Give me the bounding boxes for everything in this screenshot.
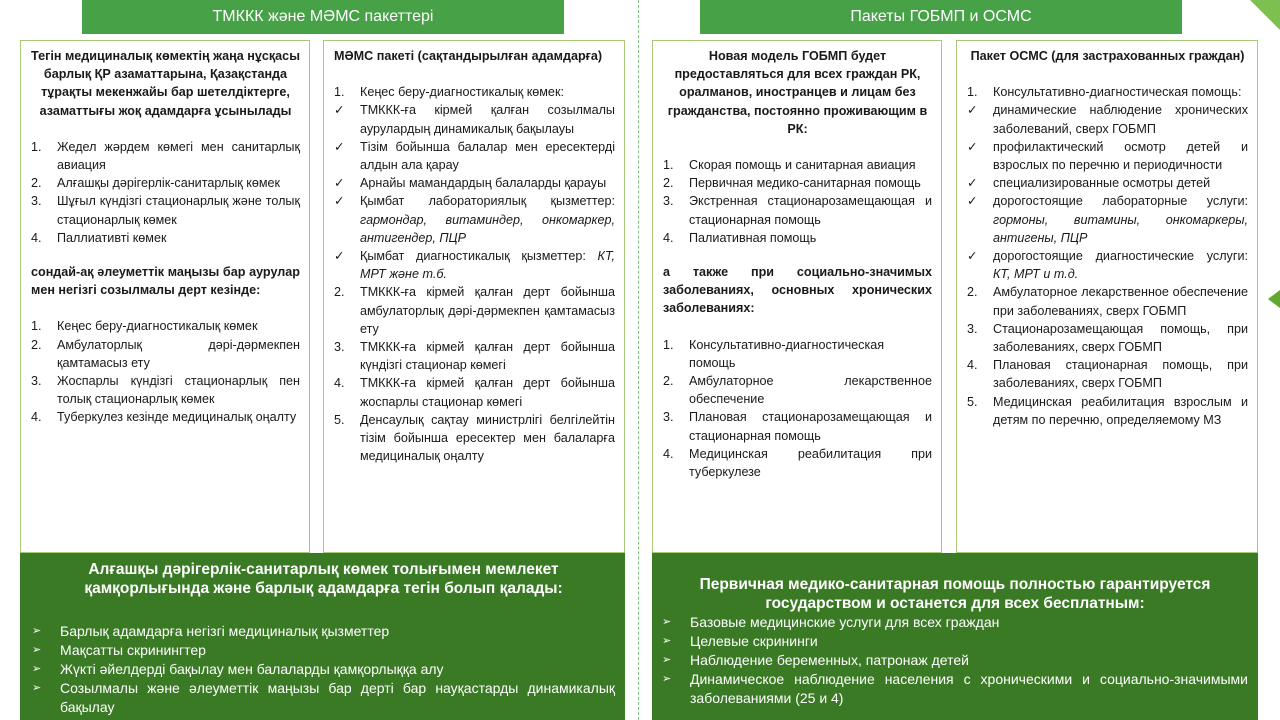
- arrow-bullet-icon: ➢: [32, 625, 42, 637]
- next-slide-arrow-icon[interactable]: [1268, 290, 1280, 308]
- list-item-text: дорогостоящие лабораторные услуги:: [993, 194, 1248, 209]
- list-item: [334, 374, 615, 410]
- list-item: [334, 174, 615, 192]
- list-item: [967, 283, 1248, 319]
- header-left: ТМККК және МӘМС пакеттері: [82, 0, 564, 34]
- header-right: Пакеты ГОБМП и ОСМС: [700, 0, 1182, 34]
- list-item: [31, 336, 300, 372]
- list-item-text: Экстренная стационарозамещающая и стационарная помощь: [689, 194, 932, 227]
- center-divider: [638, 0, 640, 720]
- list-item-text: динамические наблюдение хронических заболеваний, сверх ГОБМП: [993, 103, 1248, 136]
- list-item: [334, 247, 615, 283]
- list-item-text: Тізім бойынша балалар мен ересектерді алдын ала қарау: [360, 139, 615, 173]
- chronic-services-list: [663, 336, 932, 482]
- list-item-text: специализированные осмотры детей: [993, 176, 1211, 191]
- corner-triangle-icon: [1250, 0, 1280, 30]
- column-gobmp-package: [652, 40, 942, 553]
- checkmark-icon: ✓: [334, 103, 345, 118]
- list-item-text: профилактический осмотр детей и взрослых по перечню и периодичности: [993, 139, 1248, 173]
- checkmark-icon: ✓: [967, 139, 978, 154]
- list-item: [967, 101, 1248, 137]
- list-item: [663, 192, 932, 228]
- list-item: [663, 156, 932, 174]
- list-item: [663, 336, 932, 372]
- list-item-text: Жоспарлы күндізгі стационарлық пен толық стационарлық көмек: [57, 374, 300, 407]
- arrow-bullet-icon: ➢: [662, 635, 672, 647]
- list-item: [967, 247, 1248, 283]
- list-number: 4.: [967, 358, 978, 373]
- list-number: 4.: [31, 410, 42, 425]
- list-item-text: Амбулаторное лекарственное обеспечение при заболеваниях, сверх ГОБМП: [993, 285, 1248, 318]
- checkmark-icon: ✓: [334, 194, 345, 209]
- list-item: [334, 138, 615, 174]
- list-number: 4.: [663, 230, 674, 245]
- list-number: 1.: [31, 139, 42, 154]
- list-number: 4.: [334, 376, 345, 391]
- list-item: [663, 372, 932, 408]
- list-item-text: Плановая стационарная помощь, при заболеваниях, сверх ГОБМП: [993, 358, 1248, 391]
- list-item-text: Амбулаторное лекарственное обеспечение: [689, 374, 932, 407]
- list-item-text: Жедел жәрдем көмегі мен санитарлық авиация: [57, 139, 300, 173]
- list-number: 2.: [334, 285, 345, 300]
- arrow-bullet-icon: ➢: [662, 654, 672, 666]
- list-item-text: Кеңес беру-диагностикалық көмек:: [360, 85, 564, 100]
- list-item-text: дорогостоящие диагностические услуги:: [993, 249, 1248, 264]
- list-item-detail: КТ, МРТ и т.д.: [993, 267, 1079, 282]
- list-number: 2.: [31, 337, 42, 352]
- checkmark-icon: ✓: [967, 194, 978, 209]
- panel-list-text: Созылмалы және әлеуметтік маңызы бар дерті бар науқастарды динамикалық бақылау: [60, 680, 615, 715]
- list-item-text: Паллиативті көмек: [57, 230, 167, 245]
- list-item: [31, 138, 300, 174]
- list-item-text: Кеңес беру-диагностикалық көмек: [57, 319, 258, 334]
- list-number: 2.: [967, 285, 978, 300]
- list-item-text: Туберкулез кезінде медициналық оңалту: [57, 410, 297, 425]
- panel-list-item: [662, 670, 1248, 708]
- list-item: [967, 83, 1248, 101]
- column-mams-package: [323, 40, 625, 553]
- panel-list-item: [662, 632, 1248, 651]
- list-number: 1.: [334, 85, 345, 100]
- list-item: [334, 192, 615, 247]
- checkmark-icon: ✓: [334, 249, 345, 264]
- list-item: [334, 411, 615, 466]
- panel-list-item: [662, 613, 1248, 632]
- panel-list-text: Барлық адамдарға негізгі медициналық қызметтер: [60, 623, 390, 639]
- list-number: 4.: [31, 230, 42, 245]
- panel-list-item: [662, 651, 1248, 670]
- list-item-text: Арнайы мамандардың балаларды қарауы: [360, 176, 607, 191]
- arrow-bullet-icon: ➢: [32, 644, 42, 656]
- list-number: 1.: [31, 319, 42, 334]
- list-item: [334, 283, 615, 338]
- list-item: [31, 174, 300, 192]
- panel-list: [32, 622, 615, 717]
- list-number: 1.: [663, 337, 674, 352]
- list-item: [31, 408, 300, 426]
- list-number: 2.: [663, 374, 674, 389]
- list-item: [663, 445, 932, 481]
- panel-list-text: Базовые медицинские услуги для всех граждан: [690, 614, 1000, 630]
- checkmark-icon: ✓: [967, 249, 978, 264]
- list-item-text: ТМККК-ға кірмей қалған созылмалы аурулардың динамикалық бақылауы: [360, 103, 615, 136]
- list-number: 3.: [663, 410, 674, 425]
- list-item-text: Скорая помощь и санитарная авиация: [689, 158, 916, 173]
- list-item: [967, 192, 1248, 247]
- list-item: [334, 101, 615, 137]
- arrow-bullet-icon: ➢: [32, 663, 42, 675]
- list-item: [31, 229, 300, 247]
- column-osms-package: [956, 40, 1258, 553]
- list-item-text: Стационарозамещающая помощь, при заболеваниях, сверх ГОБМП: [993, 321, 1248, 355]
- list-number: 2.: [31, 176, 42, 191]
- arrow-bullet-icon: ➢: [32, 682, 42, 694]
- insured-services-list: [334, 83, 615, 465]
- list-item-text: ТМККК-ға кірмей қалған дерт бойынша күндізгі стационар көмегі: [360, 340, 615, 373]
- list-number: 5.: [334, 412, 345, 427]
- list-item-text: ТМККК-ға кірмей қалған дерт бойынша амбулаторлық дәрі-дәрмекпен қамтамасыз ету: [360, 285, 615, 336]
- list-number: 2.: [663, 176, 674, 191]
- list-item-text: Медицинская реабилитация при туберкулезе: [689, 446, 932, 480]
- column-tmkkk-package: [20, 40, 310, 553]
- services-list: [31, 138, 300, 247]
- list-item: [967, 174, 1248, 192]
- primary-care-panel-ru: [652, 553, 1258, 720]
- checkmark-icon: ✓: [967, 176, 978, 191]
- column-title: Тегін медициналық көмектің жаңа нұсқасы барлық ҚР азаматтарына, Қазақстанда тұрақты мекенжайы бар шетелдіктерге, азаматтығы жоқ адамдарға ұсынылады: [31, 49, 300, 118]
- panel-list-text: Целевые скрининги: [690, 633, 818, 649]
- list-item-detail: гармондар, витаминдер, онкомаркер, антигендер, ПЦР: [360, 212, 615, 245]
- list-item-text: Алғашқы дәрігерлік-санитарлық көмек: [57, 176, 280, 191]
- list-item: [663, 229, 932, 247]
- primary-care-panel-kz: [20, 553, 625, 720]
- panel-list-item: [32, 622, 615, 641]
- list-number: 4.: [663, 446, 674, 461]
- list-item: [967, 138, 1248, 174]
- list-item-text: Шұғыл күндізгі стационарлық және толық стационарлық көмек: [57, 194, 300, 227]
- list-item-text: Плановая стационарозамещающая и стационарная помощь: [689, 410, 932, 443]
- list-item-text: Қымбат диагностикалық қызметтер:: [360, 249, 586, 264]
- column-title: Пакет ОСМС (для застрахованных граждан): [970, 49, 1245, 63]
- list-number: 1.: [663, 158, 674, 173]
- chronic-services-list: [31, 317, 300, 426]
- subheading: а также при социально-значимых заболеваниях, основных хронических заболеваниях:: [663, 265, 932, 316]
- arrow-bullet-icon: ➢: [662, 673, 672, 685]
- panel-list-text: Жүкті әйелдерді бақылау мен балаларды қамқорлыққа алу: [60, 661, 444, 677]
- list-item-text: Палиативная помощь: [689, 230, 817, 245]
- list-number: 3.: [31, 194, 42, 209]
- panel-list-text: Мақсатты скринингтер: [60, 642, 206, 658]
- list-item-detail: гормоны, витамины, онкомаркеры, антигены, ПЦР: [993, 212, 1248, 245]
- panel-list-text: Наблюдение беременных, патронаж детей: [690, 652, 969, 668]
- checkmark-icon: ✓: [967, 103, 978, 118]
- panel-title: Первичная медико-санитарная помощь полностью гарантируется государством и останется для всех бесплатным:: [699, 576, 1211, 612]
- list-item-text: Қымбат лабораториялық қызметтер:: [360, 194, 615, 209]
- list-item-text: Медицинская реабилитация взрослым и детям по перечню, определяемому МЗ: [993, 394, 1248, 427]
- checkmark-icon: ✓: [334, 139, 345, 154]
- panel-list-item: [32, 679, 615, 717]
- list-number: 1.: [967, 85, 978, 100]
- list-number: 3.: [31, 374, 42, 389]
- list-item: [967, 356, 1248, 392]
- list-item: [31, 317, 300, 335]
- list-item: [31, 192, 300, 228]
- list-item-text: Амбулаторлық дәрі-дәрмекпен қамтамасыз ету: [57, 337, 300, 370]
- list-item-text: Консультативно-диагностическая помощь: [689, 337, 885, 370]
- panel-title: Алғашқы дәрігерлік-санитарлық көмек толығымен мемлекет қамқорлығында және барлық адамдарға тегін болып қалады:: [84, 561, 563, 597]
- list-number: 3.: [967, 321, 978, 336]
- subheading: сондай-ақ әлеуметтік маңызы бар аурулар мен негізгі созылмалы дерт кезінде:: [31, 265, 300, 298]
- list-item: [967, 393, 1248, 429]
- list-item-text: ТМККК-ға кірмей қалған дерт бойынша жоспарлы стационар көмегі: [360, 376, 615, 409]
- list-item: [31, 372, 300, 408]
- insured-services-list: [967, 83, 1248, 429]
- list-item-text: Консультативно-диагностическая помощь:: [993, 85, 1242, 100]
- list-item-text: Первичная медико-санитарная помощь: [689, 176, 921, 191]
- list-item: [334, 83, 615, 101]
- panel-list-item: [32, 660, 615, 679]
- list-number: 3.: [663, 194, 674, 209]
- panel-list-item: [32, 641, 615, 660]
- list-item-detail: КТ, МРТ және т.б.: [360, 249, 616, 282]
- services-list: [663, 156, 932, 247]
- column-title: Новая модель ГОБМП будет предоставляться для всех граждан РК, оралманов, иностранцев и лицам без гражданства, постоянно проживающим в РК:: [667, 49, 928, 136]
- panel-list-text: Динамическое наблюдение населения с хроническими и социально-значимыми заболеваниями (25 и 4): [690, 671, 1248, 706]
- panel-list: [662, 613, 1248, 708]
- checkmark-icon: ✓: [334, 176, 345, 191]
- list-item: [334, 338, 615, 374]
- column-title: МӘМС пакеті (сақтандырылған адамдарға): [334, 49, 603, 63]
- list-number: 3.: [334, 340, 345, 355]
- list-item: [663, 174, 932, 192]
- list-number: 5.: [967, 394, 978, 409]
- list-item-text: Денсаулық сақтау министрлігі белгілейтін тізім бойынша ересектер мен балаларға медициналық оңалту: [360, 412, 615, 464]
- list-item: [663, 408, 932, 444]
- arrow-bullet-icon: ➢: [662, 616, 672, 628]
- list-item: [967, 320, 1248, 356]
